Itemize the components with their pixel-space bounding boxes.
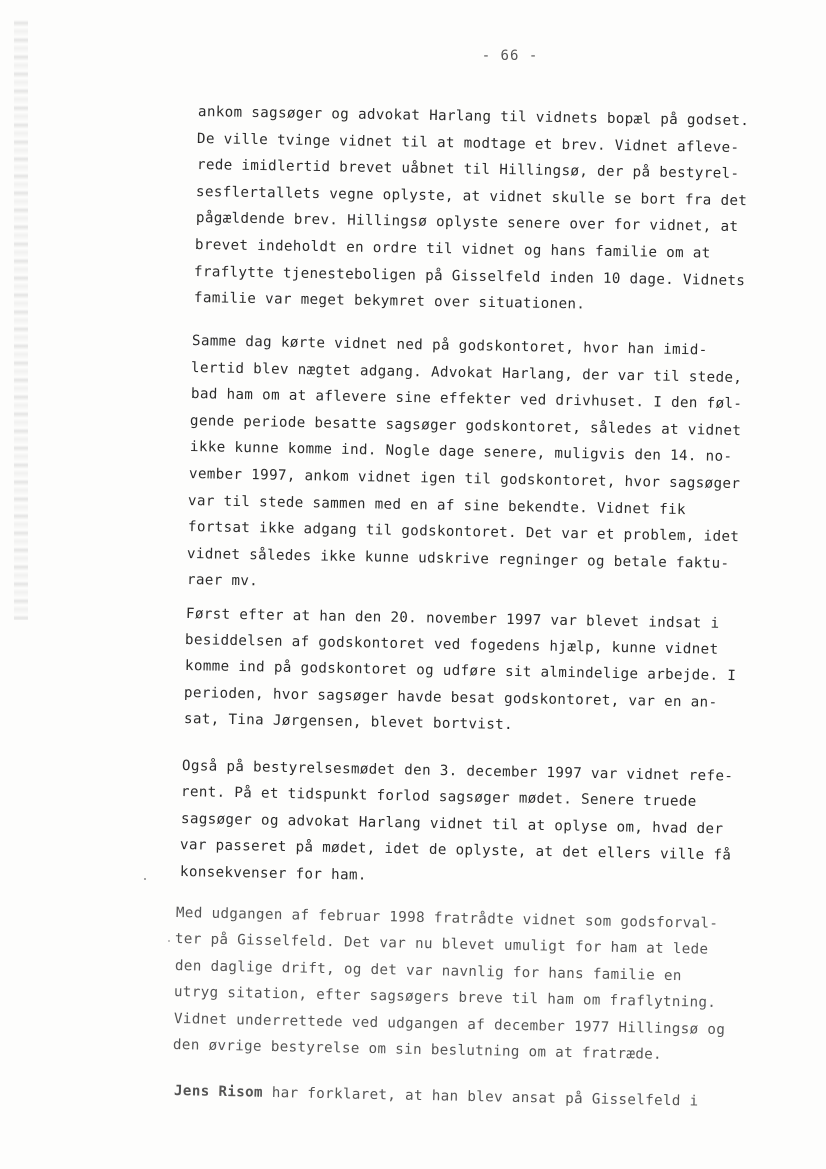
text-line-content: sesflertallets vegne oplyste, at vidnet skulle se bort fra det (196, 183, 748, 209)
text-line (197, 157, 740, 182)
text-line (188, 519, 739, 545)
text-line (189, 439, 732, 465)
text-line (181, 811, 724, 837)
text-line-content: fortsat ikke adgang til godskontoret. Det var et problem, idet (187, 519, 740, 546)
text-line-content: har forklaret, at han blev ansat på Gisselfeld i (262, 1084, 699, 1110)
text-line (186, 572, 257, 589)
text-line (189, 466, 740, 492)
text-line-content: sagsøger og advokat Harlang vidnet til at oplyse om, hvad der (180, 810, 724, 838)
text-line-content: familie var meget bekymret over situationen. (193, 290, 586, 313)
text-line (195, 237, 711, 262)
text-line-content: vember 1997, ankom vidnet igen til godskontoret, hvor sagsøger (188, 466, 741, 493)
text-line (191, 360, 742, 386)
text-line-content: rent. På et tidspunkt forlod sagsøger mødet. Senere truede (181, 784, 698, 811)
text-line-content: bad ham om at aflevere sine effekter ved drivhuset. I den føl- (190, 386, 743, 413)
text-line-content: rede imidlertid brevet uåbnet til Hillingsø, der på bestyrel- (196, 157, 740, 183)
text-line-content: Vidnet underrettede ved udgangen af december 1977 Hillingsø og (173, 1010, 725, 1038)
text-line (182, 758, 733, 785)
text-line (194, 264, 745, 289)
text-line (195, 210, 738, 235)
text-line-content: Først efter at han den 20. november 1997 var blevet indsat i (185, 606, 720, 632)
text-line (198, 104, 749, 129)
text-line (190, 413, 741, 439)
text-line-content: sat, Tina Jørgensen, blevet bortvist. (183, 710, 513, 733)
text-line (173, 1037, 662, 1063)
witness-name: Jens Risom (173, 1083, 264, 1101)
text-line (185, 632, 719, 658)
text-line-content: brevet indeholdt en ordre til vidnet og hans familie om at (194, 237, 711, 262)
text-line-content: Samme dag kørte vidnet ned på godskontoret, hvor han imid- (191, 333, 708, 359)
text-line (175, 958, 682, 984)
text-line (192, 333, 708, 358)
text-line-content: utryg sitation, efter sagsøgers breve til ham om fraflytning. (174, 984, 717, 1012)
text-line-content: vidnet således ikke kunne udskrive regninger og betale faktu- (187, 545, 730, 572)
text-line (179, 864, 366, 884)
text-line-content: De ville tvinge vidnet til at modtage et brev. Vidnet afleve- (197, 130, 740, 156)
text-line-content: perioden, hvor sagsøger havde besat godskontoret, var en an- (184, 684, 718, 711)
scan-speck (144, 878, 146, 880)
text-line-content: var til stede sammen med en af sine bekendte. Vidnet fik (188, 492, 687, 518)
text-line (197, 131, 740, 156)
text-line-content: gende periode besatte sagsøger godskontoret, således at vidnet (190, 412, 742, 439)
text-line-content: raer mv. (186, 572, 258, 590)
text-line (175, 931, 709, 958)
text-line-content: pågældende brev. Hillingsø oplyste senere over for vidnet, at (195, 210, 739, 236)
text-line-content: fraflytte tjenesteboligen på Gisselfeld inden 10 dage. Vidnets (194, 263, 746, 289)
text-line (187, 546, 730, 572)
text-line (181, 784, 697, 810)
text-line (191, 386, 742, 412)
text-line-content: den daglige drift, og det var navnlig for hans familie en (174, 957, 682, 984)
text-line (173, 1011, 724, 1038)
text-line (176, 905, 719, 932)
scan-edge-artifact (14, 20, 28, 620)
text-line (183, 711, 512, 733)
scan-speck (168, 940, 170, 942)
text-line-content: ikke kunne komme ind. Nogle dage senere, muligvis den 14. no- (189, 439, 733, 466)
text-line-content: den øvrige bestyrelse om sin beslutning om at fratræde. (172, 1037, 663, 1063)
text-line-content: besiddelsen af godskontoret ved fogedens hjælp, kunne vidnet (185, 632, 719, 658)
text-line (188, 493, 686, 518)
text-line-content: konsekvenser for ham. (179, 863, 367, 884)
text-line (194, 290, 585, 312)
text-line-content: komme ind på godskontoret og udføre sit almindelige arbejde. I (184, 658, 737, 685)
text-line-content: ankom sagsøger og advokat Harlang til vidnets bopæl på godset. (197, 104, 750, 130)
text-line-content: lertid blev nægtet adgang. Advokat Harlang, der var til stede, (191, 359, 743, 386)
text-line-content: var passeret på mødet, idet de oplyste, at det ellers ville få (180, 837, 732, 864)
text-line (184, 685, 718, 711)
text-line-content: Med udgangen af februar 1998 fratrådte vidnet som godsforval- (175, 905, 719, 932)
page-number: - 66 - (481, 48, 539, 64)
text-line-content: ter på Gisselfeld. Det var nu blevet umuligt for ham at lede (175, 931, 709, 959)
text-line (186, 606, 720, 632)
text-line (180, 837, 731, 864)
text-line (185, 658, 736, 684)
text-line (174, 984, 717, 1011)
text-line-content: Også på bestyrelsesmødet den 3. december 1997 var vidnet refe- (181, 758, 734, 785)
text-line (174, 1083, 699, 1110)
text-line (196, 184, 747, 209)
